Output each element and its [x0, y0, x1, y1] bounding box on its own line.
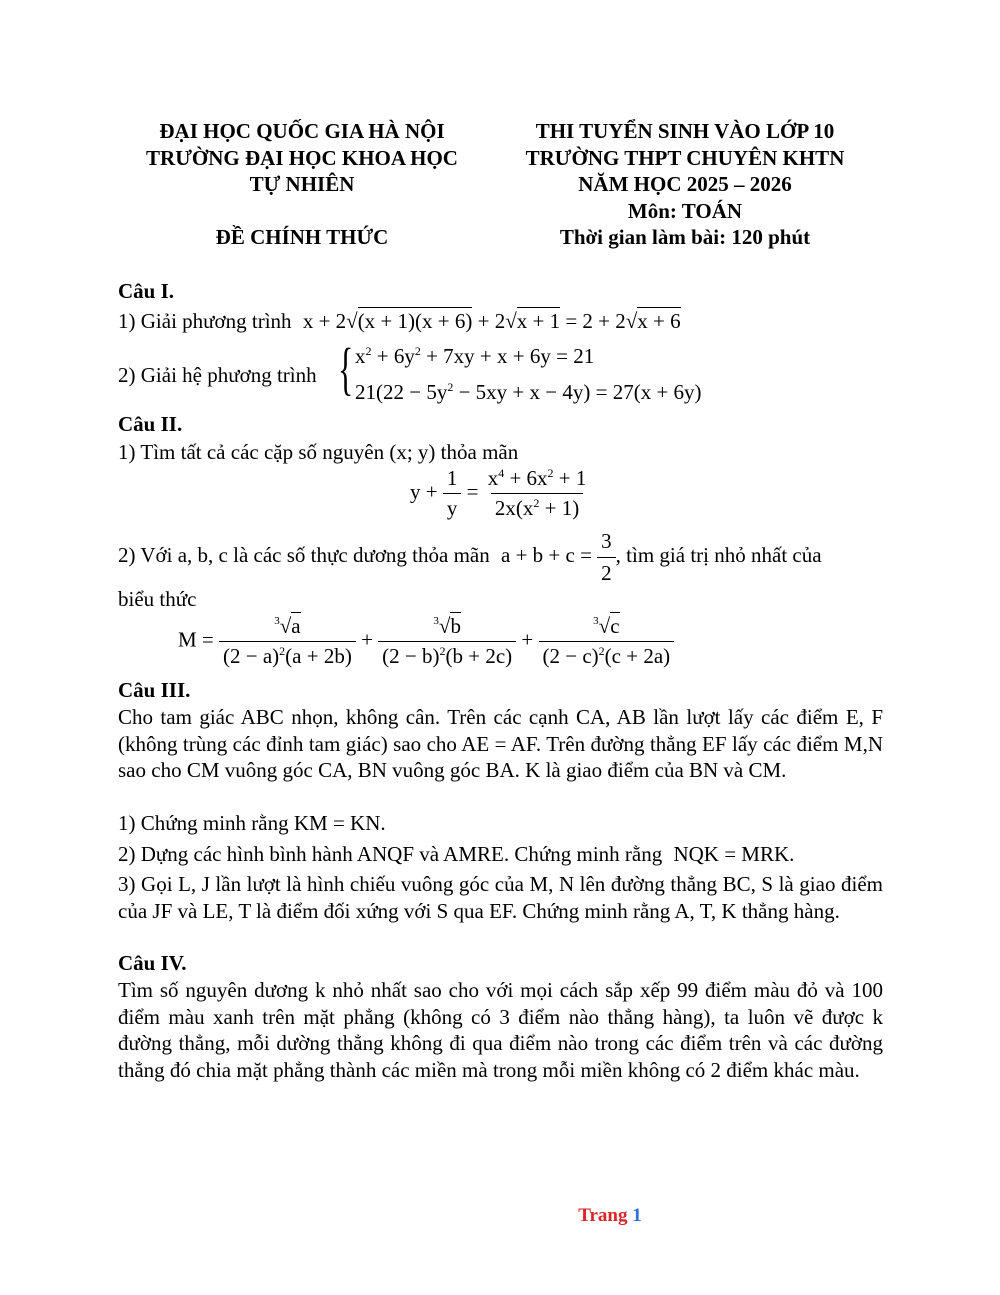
- q3-part-1: 1) Chứng minh rằng KM = KN.: [118, 811, 386, 835]
- q2-part-2-line: [118, 528, 883, 586]
- header-right: [500, 118, 870, 251]
- q3-part-3: 3) Gọi L, J lần lượt là hình chiếu vuông góc của M, N lên đường thẳng BC, S là giao điểm của JF và LE, T là điểm đối xứng với S qua EF. Chứng minh rằng A, T, K thẳng hàng.: [118, 872, 883, 923]
- official-label: ĐỀ CHÍNH THỨC: [215, 225, 389, 249]
- system-brace: {: [338, 336, 354, 401]
- q2-p2-text-c: biểu thức: [118, 587, 197, 611]
- question-3-title: Câu III.: [118, 678, 191, 702]
- header-right-line-2: TRƯỜNG THPT CHUYÊN KHTN: [525, 145, 845, 170]
- q2-p2-text-a: 2) Với a, b, c là các số thực dương thỏa mãn: [118, 542, 490, 567]
- header-right-line-1: THI TUYỂN SINH VÀO LỚP 10: [535, 119, 835, 143]
- header-left-line-3: TỰ NHIÊN: [249, 172, 355, 196]
- q2-p1-text: 1) Tìm tất cả các cặp số nguyên (x; y) thỏa mãn: [118, 440, 519, 464]
- expression-M: M = $\frac{^3√a}{(2 - a)^2(a + 2b)}$ + $\frac{^3√b}{(2 - b)^2(b + 2c)}$ + $\frac{^3√c}{(2 - c)^2(c + 2a)}$: [178, 614, 674, 669]
- header-left-line-2: TRƯỜNG ĐẠI HỌC KHOA HỌC: [146, 145, 458, 170]
- header-right-line-5: Thời gian làm bài: 120 phút: [559, 225, 811, 249]
- q3-p2-text: 2) Dựng các hình bình hành ANQF và AMRE. Chứng minh rằng: [118, 842, 663, 866]
- header-left: [118, 118, 486, 198]
- page-footer: [0, 1205, 1000, 1227]
- q1-p2-text: 2) Giải hệ phương trình: [118, 363, 317, 387]
- question-4-title: Câu IV.: [118, 951, 187, 975]
- q3-part-2: [118, 841, 794, 868]
- frac-rhs: $\frac{x^4 + 6x^2 + 1}{2x(x^2 + 1)}$: [487, 466, 587, 520]
- q2-condition: a + b + c = $\frac{3}{2}$: [501, 543, 616, 567]
- system-equation-2: $21(22 - 5y^2 - 5xy + x - 4y) = 27(x + 6y)$: [355, 380, 702, 404]
- footer-label: Trang: [578, 1205, 628, 1226]
- question-2-title: Câu II.: [118, 412, 183, 436]
- system-equation-1: $x^2 + 6y^2 + 7xy + x + 6y = 21$: [355, 344, 595, 368]
- header-right-line-4: Môn: TOÁN: [627, 198, 743, 223]
- q2-equation: y + $\frac{1}{y}$ = $\frac{x^4 + 6x^2 + 1}{2x(x^2 + 1)}$: [410, 466, 590, 521]
- frac-1-over-y: $\frac{1}{y}$: [443, 466, 462, 521]
- q3-p2-math: NQK = MRK.: [673, 842, 795, 866]
- header-left-line-1: ĐẠI HỌC QUỐC GIA HÀ NỘI: [159, 119, 445, 143]
- question-1-title: Câu I.: [118, 279, 175, 303]
- q4-text: Tìm số nguyên dương k nhỏ nhất sao cho với mọi cách sắp xếp 99 điểm màu đỏ và 100 điểm màu xanh trên mặt phẳng (không có 3 điểm nào thẳng hàng), ta luôn vẽ được k đường thẳng, mỗi dường thẳng không đi qua điểm nào trong các điểm trên và các đường thẳng đó chia mặt phẳng thành các miền mà trong mỗi miền không có 2 điểm khác màu.: [118, 978, 883, 1082]
- footer-page-number: 1: [632, 1205, 642, 1226]
- q1-p1-text: 1) Giải phương trình: [118, 309, 292, 333]
- header-right-line-3: NĂM HỌC 2025 – 2026: [578, 172, 792, 196]
- question-1-part-1: [118, 308, 681, 335]
- q1-equation: x + 2√(x + 1)(x + 6) + 2√x + 1 = 2 + 2√x + 6: [302, 309, 681, 333]
- q2-p2-text-b: , tìm giá trị nhỏ nhất của: [615, 542, 822, 567]
- q3-intro: Cho tam giác ABC nhọn, không cân. Trên các cạnh CA, AB lần lượt lấy các điểm E, F (không trùng các đỉnh tam giác) sao cho AE = AF. Trên đường thẳng EF lấy các điểm M,N sao cho CM vuông góc CA, BN vuông góc BA. K là giao điểm của BN và CM.: [118, 705, 883, 782]
